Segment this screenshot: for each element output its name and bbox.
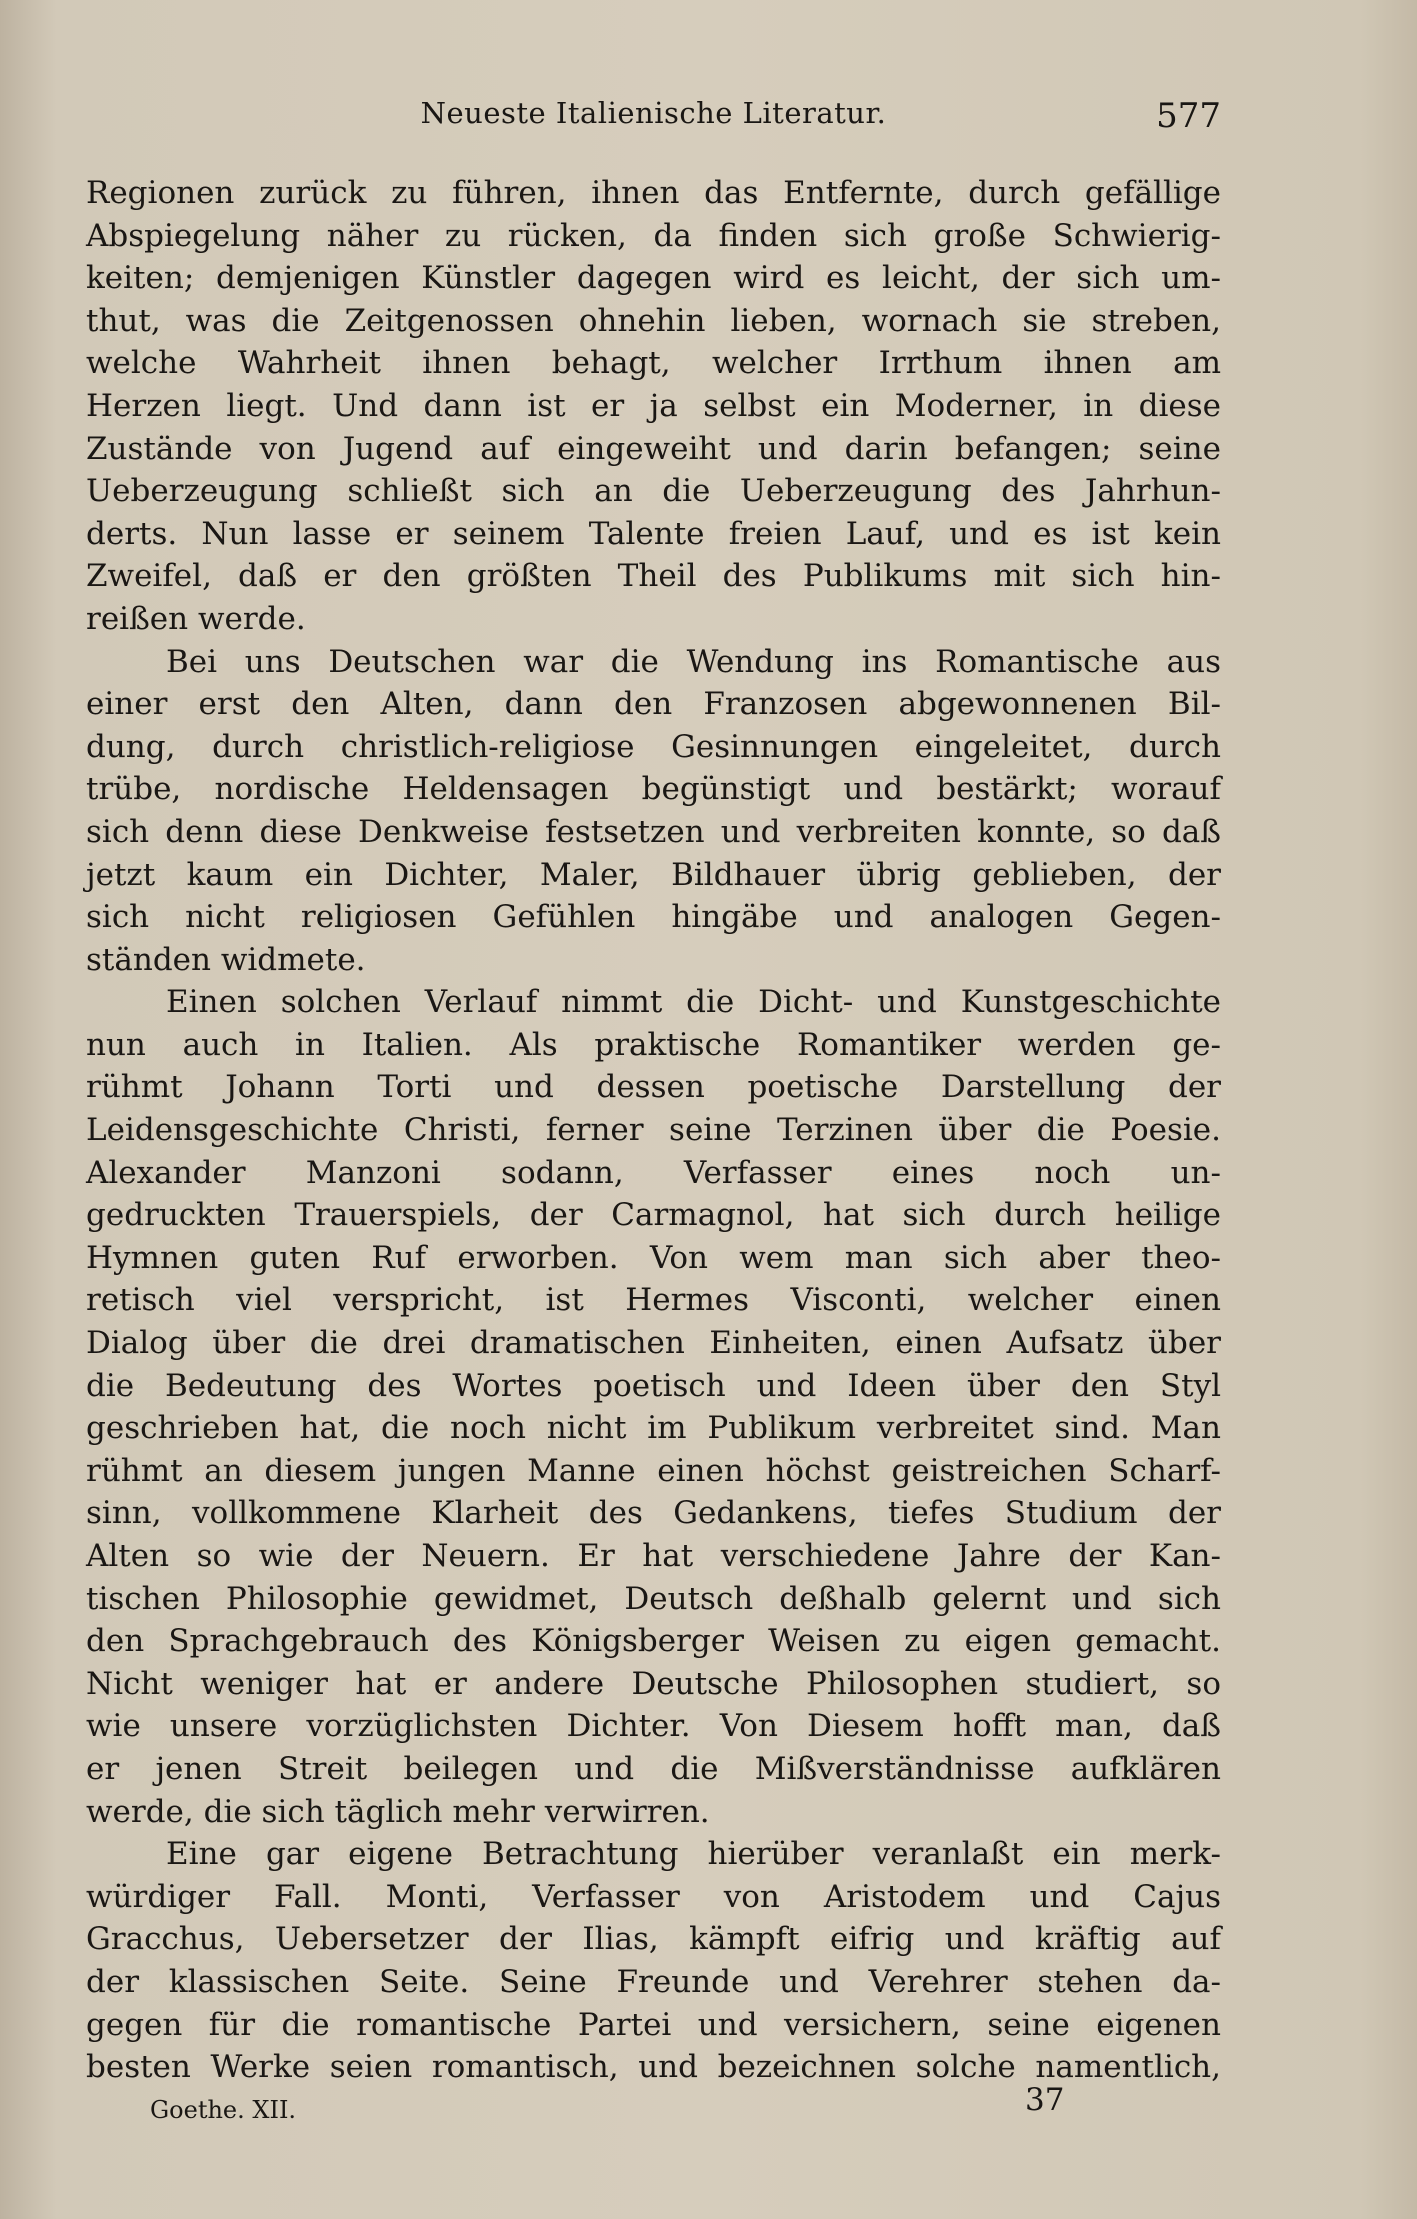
text-line: Alexander Manzoni sodann, Verfasser eines noch un- <box>86 1154 1221 1191</box>
running-title: Neueste Italienische Literatur. <box>420 96 887 130</box>
text-line: Eine gar eigene Betrachtung hierüber veranlaßt ein merk- <box>166 1836 1221 1873</box>
text-line: den Sprachgebrauch des Königsberger Weisen zu eigen gemacht. <box>86 1623 1221 1660</box>
text-line: nun auch in Italien. Als praktische Romantiker werden ge- <box>86 1026 1221 1063</box>
text-line: Bei uns Deutschen war die Wendung ins Romantische aus <box>166 643 1221 680</box>
page-number: 577 <box>1156 96 1221 136</box>
text-line: thut, was die Zeitgenossen ohnehin lieben, wornach sie streben, <box>86 302 1221 339</box>
text-line: rühmt an diesem jungen Manne einen höchst geistreichen Scharf- <box>86 1452 1221 1489</box>
text-line: Nicht weniger hat er andere Deutsche Philosophen studiert, so <box>86 1665 1221 1702</box>
text-line: Ueberzeugung schließt sich an die Ueberzeugung des Jahrhun- <box>86 473 1221 510</box>
text-line: sich nicht religiosen Gefühlen hingäbe und analogen Gegen- <box>86 899 1221 936</box>
text-line: dung, durch christlich-religiose Gesinnungen eingeleitet, durch <box>86 728 1221 765</box>
text-line: Zweifel, daß er den größten Theil des Publikums mit sich hin- <box>86 558 1221 595</box>
text-line: wie unsere vorzüglichsten Dichter. Von Diesem hofft man, daß <box>86 1708 1221 1745</box>
text-line: Gracchus, Uebersetzer der Ilias, kämpft eifrig und kräftig auf <box>86 1921 1221 1958</box>
text-line: Abspiegelung näher zu rücken, da finden sich große Schwierig- <box>86 217 1221 254</box>
text-line: jetzt kaum ein Dichter, Maler, Bildhauer übrig geblieben, der <box>86 856 1221 893</box>
text-line: Dialog über die drei dramatischen Einheiten, einen Aufsatz über <box>86 1325 1221 1362</box>
text-line: Einen solchen Verlauf nimmt die Dicht- und Kunstgeschichte <box>166 984 1221 1021</box>
text-line: er jenen Streit beilegen und die Mißverständnisse aufklären <box>86 1750 1221 1787</box>
text-line: Hymnen guten Ruf erworben. Von wem man sich aber theo- <box>86 1239 1221 1276</box>
text-line: gegen für die romantische Partei und versichern, seine eigenen <box>86 2006 1221 2043</box>
text-line: reißen werde. <box>86 600 306 637</box>
text-line: Herzen liegt. Und dann ist er ja selbst ein Moderner, in diese <box>86 387 1221 424</box>
text-line: sich denn diese Denkweise festsetzen und verbreiten konnte, so daß <box>86 813 1221 850</box>
text-line: die Bedeutung des Wortes poetisch und Ideen über den Styl <box>86 1367 1221 1404</box>
text-line: sinn, vollkommene Klarheit des Gedankens, tiefes Studium der <box>86 1495 1221 1532</box>
body-text <box>86 172 1221 2089</box>
text-line: Leidensgeschichte Christi, ferner seine Terzinen über die Poesie. <box>86 1112 1221 1149</box>
page-footer <box>150 2082 1210 2122</box>
text-line: gedruckten Trauerspiels, der Carmagnol, hat sich durch heilige <box>86 1197 1221 1234</box>
text-line: keiten; demjenigen Künstler dagegen wird es leicht, der sich um- <box>86 260 1221 297</box>
text-line: welche Wahrheit ihnen behagt, welcher Irrthum ihnen am <box>86 345 1221 382</box>
text-line: rühmt Johann Torti und dessen poetische Darstellung der <box>86 1069 1221 1106</box>
text-line: einer erst den Alten, dann den Franzosen abgewonnenen Bil- <box>86 686 1221 723</box>
text-line: werde, die sich täglich mehr verwirren. <box>86 1793 710 1830</box>
text-line: Alten so wie der Neuern. Er hat verschiedene Jahre der Kan- <box>86 1538 1221 1574</box>
text-line: geschrieben hat, die noch nicht im Publikum verbreitet sind. Man <box>86 1410 1221 1447</box>
text-line: ständen widmete. <box>86 941 366 978</box>
text-line: trübe, nordische Heldensagen begünstigt und bestärkt; worauf <box>86 771 1221 808</box>
text-line: besten Werke seien romantisch, und bezeichnen solche namentlich, <box>86 2049 1221 2086</box>
signature-mark: Goethe. XII. <box>150 2096 297 2124</box>
sheet-number: 37 <box>1025 2082 1065 2118</box>
running-head <box>86 96 1221 136</box>
text-line: Zustände von Jugend auf eingeweiht und darin befangen; seine <box>86 430 1221 467</box>
text-line: retisch viel verspricht, ist Hermes Visconti, welcher einen <box>86 1282 1221 1319</box>
text-line: tischen Philosophie gewidmet, Deutsch deßhalb gelernt und sich <box>86 1580 1221 1617</box>
text-line: der klassischen Seite. Seine Freunde und Verehrer stehen da- <box>86 1963 1221 2000</box>
text-line: würdiger Fall. Monti, Verfasser von Aristodem und Cajus <box>86 1878 1221 1915</box>
text-line: Regionen zurück zu führen, ihnen das Entfernte, durch gefällige <box>86 175 1221 211</box>
text-line: derts. Nun lasse er seinem Talente freien Lauf, und es ist kein <box>86 515 1221 552</box>
